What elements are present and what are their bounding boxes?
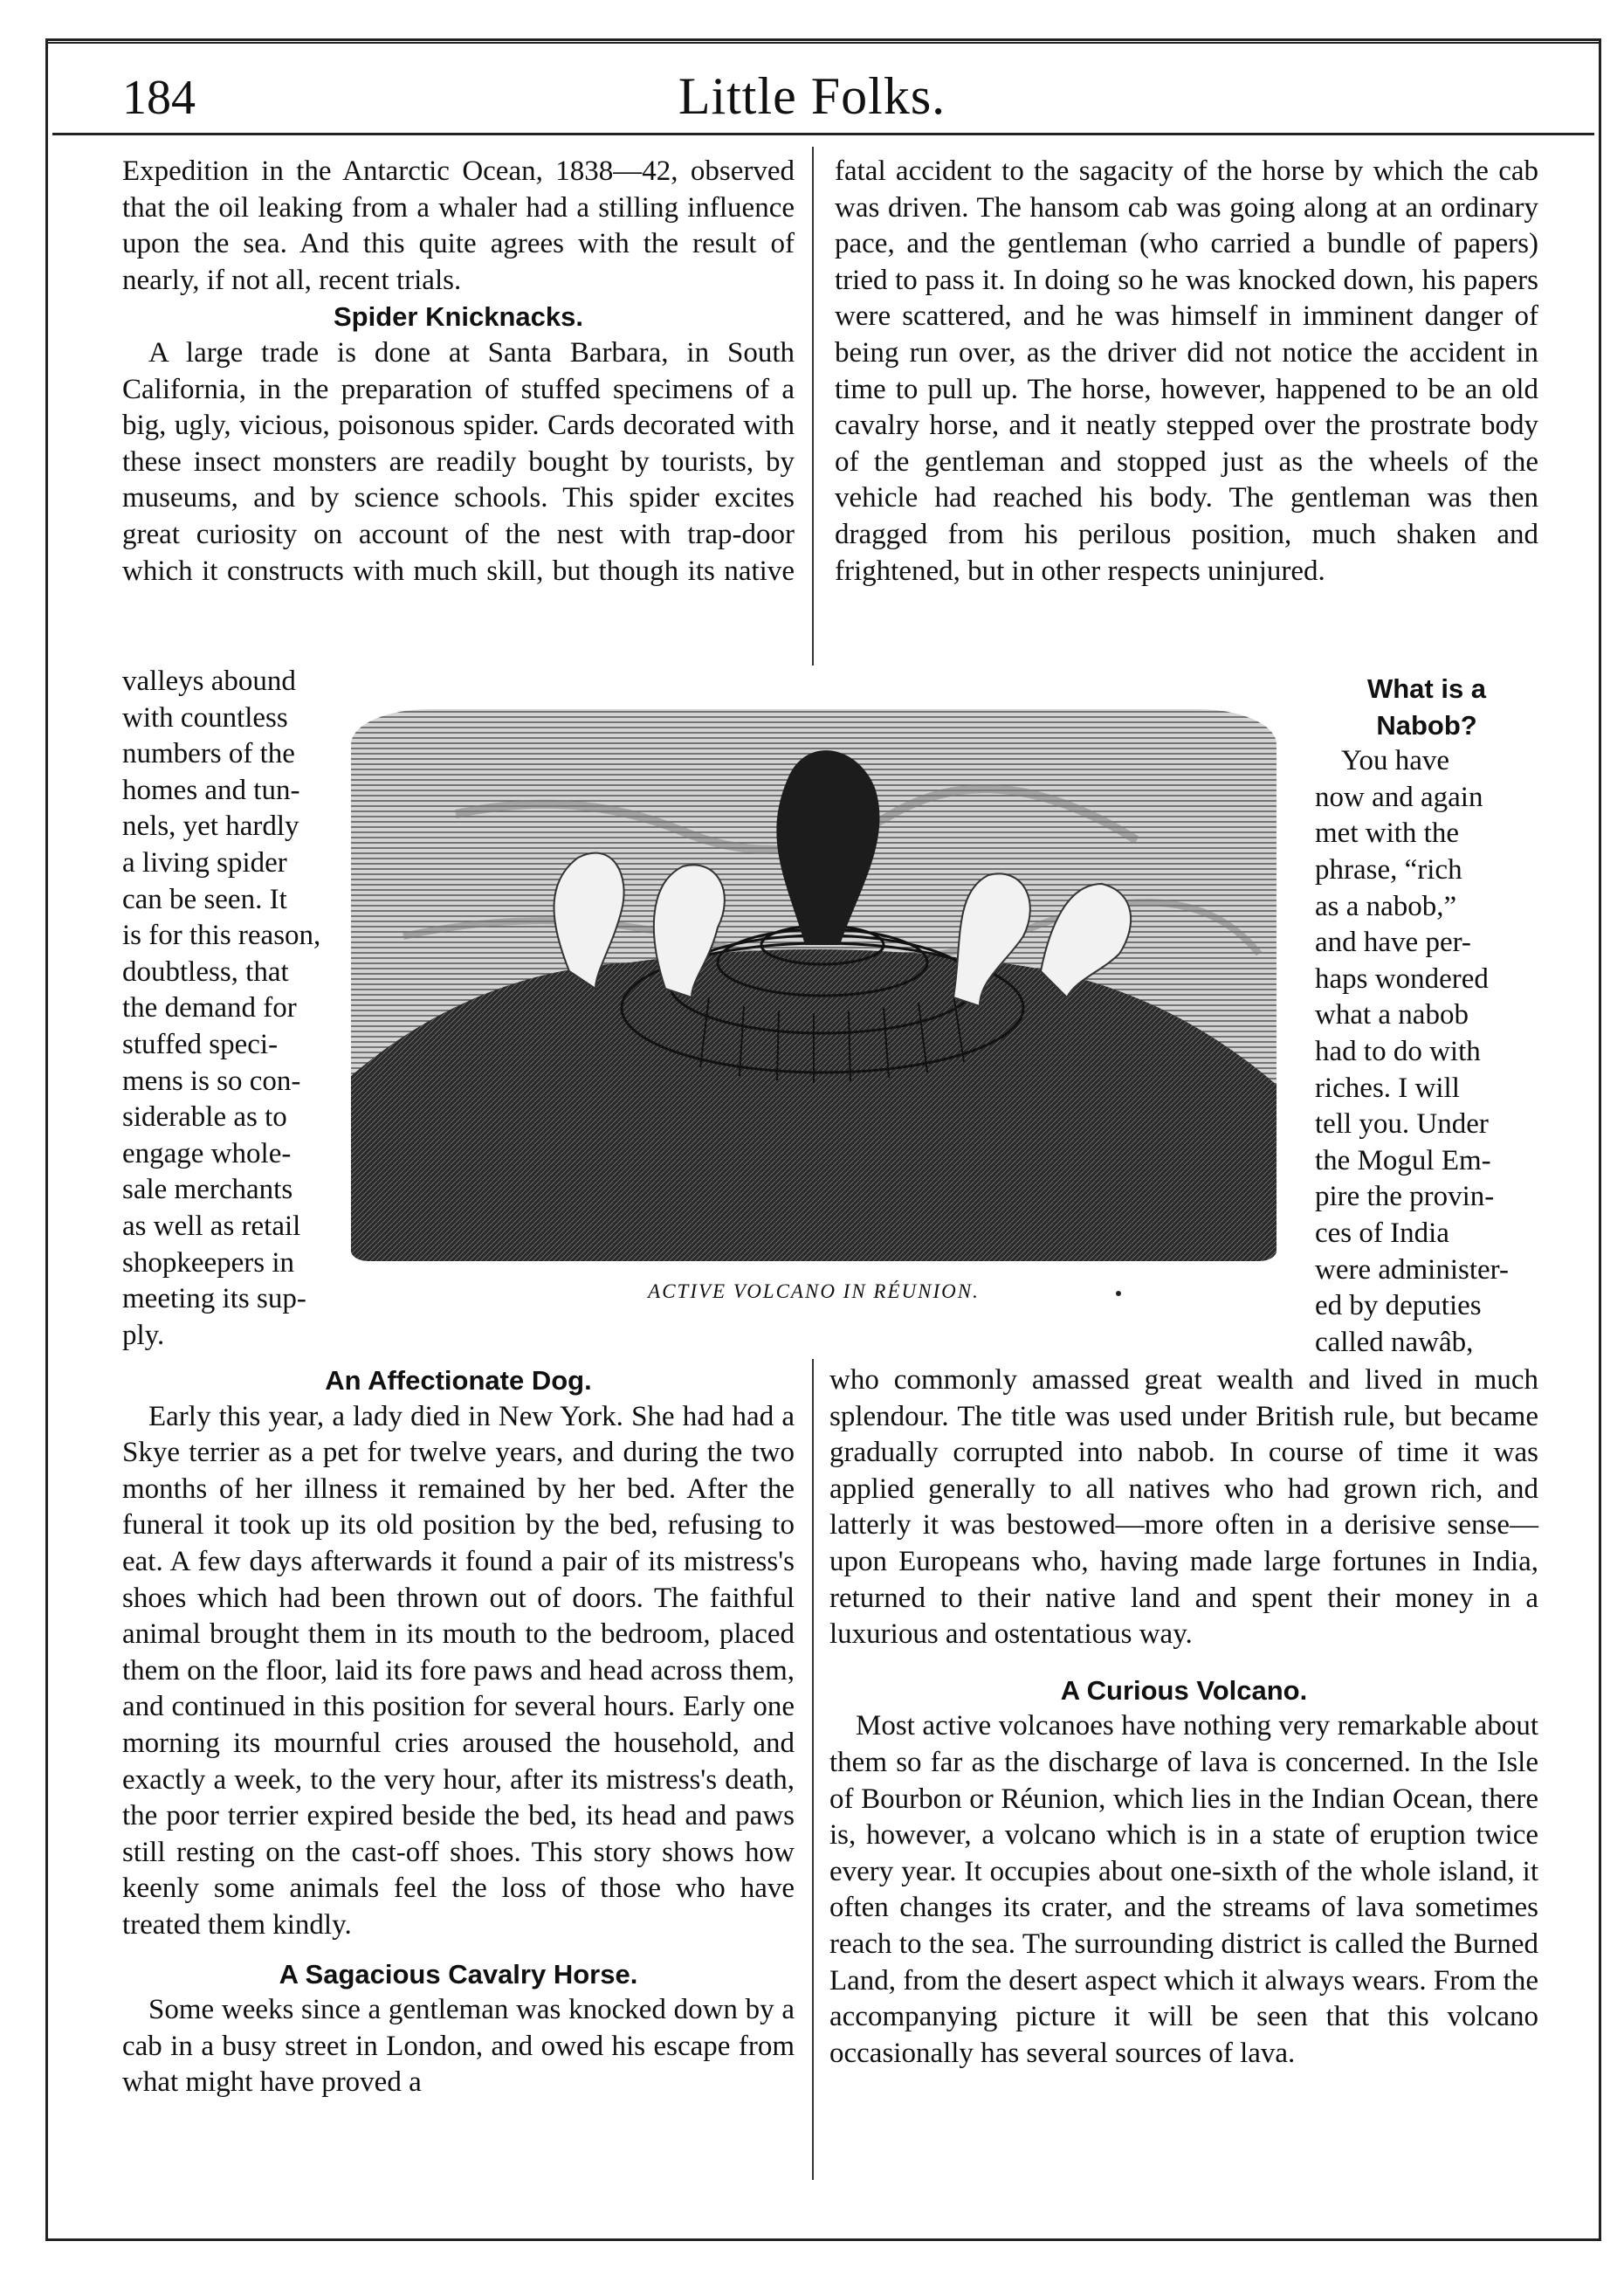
volcano-illustration bbox=[351, 709, 1276, 1261]
nabob-heading-line: What is a bbox=[1366, 673, 1487, 704]
spider-narrow-line: the demand for bbox=[122, 992, 297, 1024]
header-rule bbox=[52, 133, 1594, 135]
right-column-narrow bbox=[1315, 671, 1538, 1361]
horse-continued-paragraph: fatal accident to the sagacity of the horse by which the cab was driven. The hansom cab was going along at an ordinary pace, and the gentleman (who carried a bundle of papers) tried to pass it. In doing so he was knocked down, his papers were scattered, and he was himself in imminent danger of being run over, as the driver did not notice the accident in time to pull up. The horse, however, happened to be an old cavalry horse, and it neatly stepped over the prostrate body of the gentleman and stopped just as the wheels of the vehicle had reached his body. The gentleman was then dragged from his perilous position, much shaken and frightened, but in other respects uninjured. bbox=[835, 155, 1538, 587]
spider-narrow-line: siderable as to bbox=[122, 1101, 287, 1134]
spider-narrow-line: shopkeepers in bbox=[122, 1246, 295, 1279]
spider-heading: Spider Knicknacks. bbox=[333, 301, 583, 333]
left-column-narrow bbox=[122, 664, 339, 1354]
right-column-bottom bbox=[829, 1362, 1538, 2072]
nabob-narrow-line: had to do with bbox=[1315, 1035, 1481, 1067]
spider-narrow-line: stuffed speci- bbox=[122, 1028, 279, 1060]
horse-heading: A Sagacious Cavalry Horse. bbox=[279, 1958, 638, 1990]
nabob-narrow-line: tell you. Under bbox=[1315, 1108, 1489, 1141]
right-column-top bbox=[835, 154, 1538, 590]
spider-narrow-line: sale merchants bbox=[122, 1174, 293, 1206]
spider-narrow-line: with countless bbox=[122, 701, 288, 734]
spider-narrow-line: numbers of the bbox=[122, 738, 295, 770]
left-column-top bbox=[122, 154, 795, 590]
figure-caption: ACTIVE VOLCANO IN RÉUNION. bbox=[648, 1280, 980, 1302]
nabob-heading-line: Nabob? bbox=[1376, 709, 1477, 741]
column-divider bbox=[812, 147, 814, 666]
spider-narrow-line: is for this reason, bbox=[122, 920, 321, 952]
nabob-heading bbox=[1315, 671, 1538, 743]
running-title: Little Folks. bbox=[678, 67, 946, 125]
spider-narrow-line: meeting its sup- bbox=[122, 1283, 306, 1315]
left-column-bottom bbox=[122, 1362, 795, 2101]
nabob-narrow-line: what a nabob bbox=[1315, 999, 1469, 1031]
spider-narrow-line: can be seen. It bbox=[122, 883, 287, 915]
volcano-paragraph: Most active volcanoes have nothing very remarkable about them so far as the discharge of lava is concerned. In the Isle of Bourbon or Réunion, which lies in the Indian Ocean, there is, however, a volcano which is in a state of eruption twice every year. It occupies about one-sixth of the whole island, it often changes its crater, and the streams of lava sometimes reach to the sea. The surrounding district is called the Burned Land, from the desert aspect which it always wears. From the accompanying picture it will be seen that this volcano occasionally has several sources of lava. bbox=[829, 1710, 1538, 2069]
volcano-heading: A Curious Volcano. bbox=[1060, 1674, 1308, 1706]
top-rule bbox=[45, 38, 1601, 44]
nabob-narrow-line: were administer- bbox=[1315, 1253, 1509, 1286]
spider-narrow-line: homes and tun- bbox=[122, 774, 300, 806]
spider-narrow-line: valleys abound bbox=[122, 666, 296, 697]
horse-paragraph: Some weeks since a gentleman was knocked down by a cab in a busy street in London, and owed his escape from what might have proved a bbox=[122, 1994, 795, 2099]
nabob-narrow-line: the Mogul Em- bbox=[1315, 1144, 1491, 1176]
spider-narrow-line: engage whole- bbox=[122, 1137, 292, 1169]
volcano-engraving bbox=[351, 709, 1276, 1261]
spider-narrow-line: doubtless, that bbox=[122, 955, 289, 988]
nabob-narrow-line: now and again bbox=[1315, 781, 1483, 813]
dog-heading: An Affectionate Dog. bbox=[325, 1365, 592, 1396]
nabob-narrow-line: riches. I will bbox=[1315, 1072, 1460, 1104]
nabob-narrow-line: as a nabob,” bbox=[1315, 890, 1457, 922]
intro-paragraph: Expedition in the Antarctic Ocean, 1838—42, observed that the oil leaking from a whaler had a stilling influence upon the sea. And this quite agrees with the result of nearly, if not all, recent trials. bbox=[122, 155, 795, 296]
column-divider bbox=[812, 1359, 814, 2180]
nabob-narrow-line: called nawâb, bbox=[1315, 1326, 1474, 1358]
nabob-narrow-line: met with the bbox=[1315, 817, 1459, 850]
nabob-narrow-line: and have per- bbox=[1315, 927, 1471, 959]
nabob-narrow-line: ces of India bbox=[1315, 1217, 1449, 1249]
nabob-narrow-line: phrase, “rich bbox=[1315, 853, 1462, 886]
nabob-narrow-line: ed by deputies bbox=[1315, 1290, 1482, 1322]
nabob-narrow-line: pire the provin- bbox=[1315, 1181, 1495, 1213]
dog-paragraph: Early this year, a lady died in New York. She had had a Skye terrier as a pet for twelve years, and during the two months of her illness it remained by her bed. After the funeral it took up its old position by the bed, refusing to eat. A few days afterwards it found a pair of its mistress's shoes which had been thrown out of doors. The faithful animal brought them in its mouth to the bedroom, placed them on the floor, laid its fore paws and head across them, and continued in this position for several hours. Early one morning its mournful cries aroused the household, and exactly a week, to the very hour, after its mistress's death, the poor terrier expired beside the bed, its head and paws still resting on the cast-off shoes. This story shows how keenly some animals feel the loss of those who have treated them kindly. bbox=[122, 1400, 795, 1941]
spider-narrow-line: nels, yet hardly bbox=[122, 810, 299, 843]
nabob-paragraph: who commonly amassed great wealth and lived in much splendour. The title was used under British rule, but became gradually corrupted into nabob. In course of time it was applied generally to all natives who had grown rich, and latterly it was bestowed—more often in a derisive sense—upon Europeans who, having made large fortunes in India, returned to their native land and spent their money in a luxurious and ostentatious way. bbox=[829, 1364, 1538, 1651]
page-number: 184 bbox=[122, 71, 196, 125]
nabob-narrow-line: haps wondered bbox=[1315, 962, 1489, 995]
spider-narrow-line: ply. bbox=[122, 1319, 165, 1351]
spider-narrow-line: a living spider bbox=[122, 846, 287, 879]
spider-narrow-line: as well as retail bbox=[122, 1210, 301, 1242]
stray-dot bbox=[1116, 1291, 1121, 1296]
nabob-narrow-line: You have bbox=[1341, 745, 1450, 777]
spider-paragraph: A large trade is done at Santa Barbara, in South California, in the preparation of stuffed specimens of a big, ugly, vicious, poisonous spider. Cards decorated with these insect monsters are readily bought by tourists, by museums, and by science schools. This spider excites great curiosity on account of the nest with trap-door which it constructs with much skill, but though its native bbox=[122, 336, 795, 587]
spider-narrow-line: mens is so con- bbox=[122, 1065, 301, 1097]
